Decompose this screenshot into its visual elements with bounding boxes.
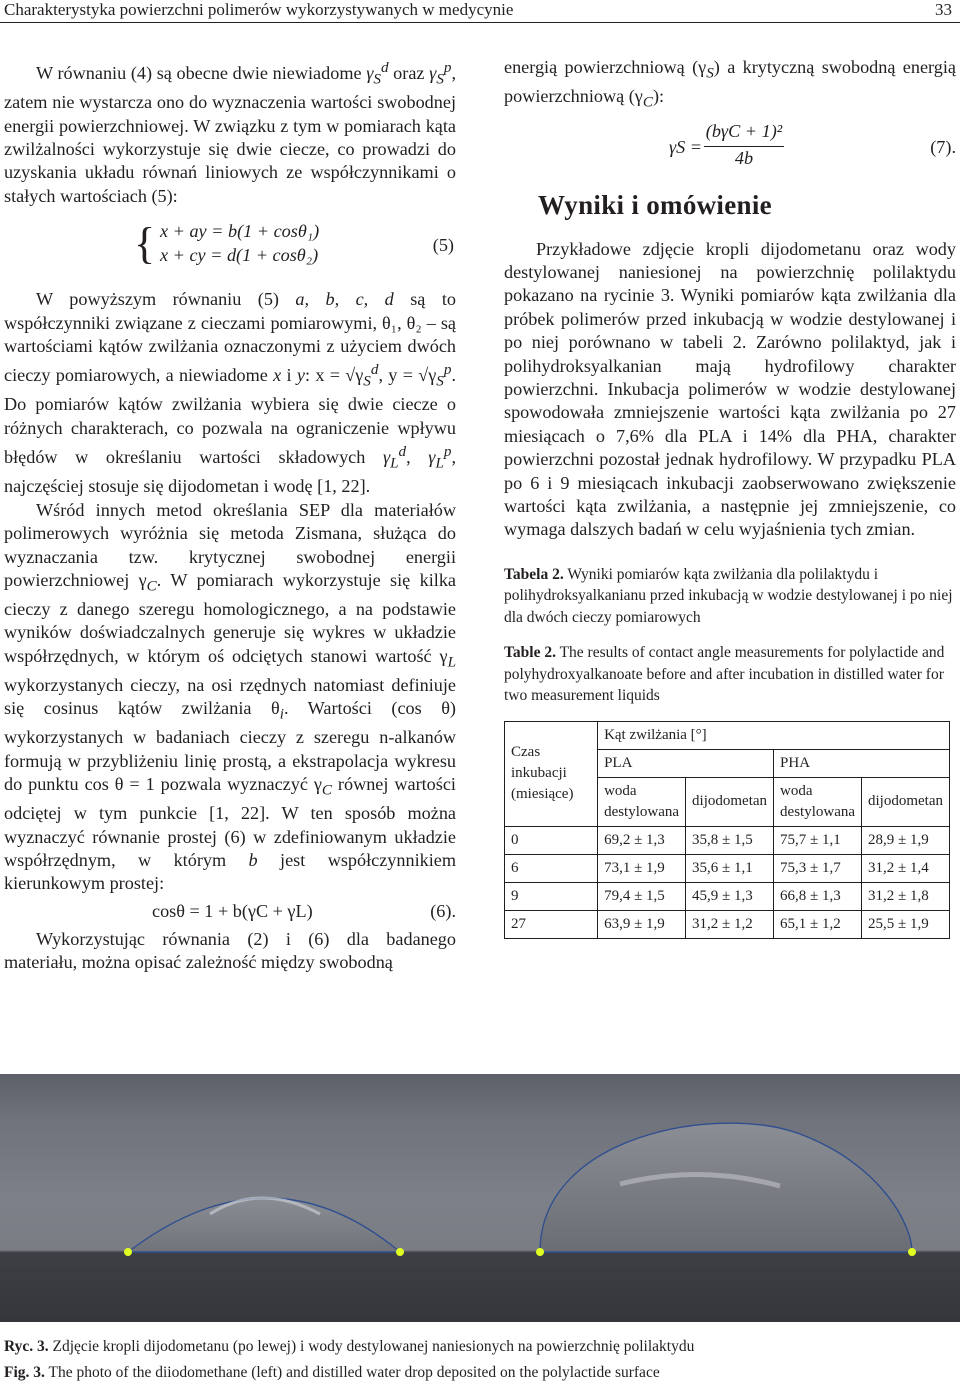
table-row: 27 63,9 ± 1,9 31,2 ± 1,2 65,1 ± 1,2 25,5 ± 1,9 [505, 910, 950, 938]
diiodo-header: dijodometan [686, 777, 774, 826]
equation-7-denominator: 4b [734, 147, 754, 168]
table-caption-en: Table 2. The results of contact angle measurements for polylactide and polyhydroxyalkanoate before and after incubation in distilled water for two measurement liquids [504, 644, 945, 705]
paragraph: Przykładowe zdjęcie kropli dijodometanu oraz wody destylowanej naniesionej na powierzchnię polilaktydu pokazano na rycinie 3. Wyniki pomiarów kąta zwilżania dla próbek polimerów przed inkubacją w wodzie destylowanej i po niej porównano w tabeli 2. Zarówno polilaktyd, jak i polihydroksyalkanian mają hydrofilowy charakter powierzchni. Inkubacja polimerów w wodzie destylowanej spowodowała zmniejszenie wartości kąta zwilżania po 27 miesiącach o 7,6% dla PLA i 14% dla PHA, charakter powierzchni pozostał jednak hydrofilowy. W przypadku PLA po 6 i 9 miesiącach inkubacji zaobserwowano zwiększenie wartości kąta zwilżania, a następnie jej zmniejszenie, co wymaga dalszych badań w celu wyjaśnienia tych zmian. [504, 238, 956, 540]
table-caption-pl: Tabela 2. Wyniki pomiarów kąta zwilżania dla polilaktydu i polihydroksyalkanianu przed inkubacją w wodzie destylowanej i po niej dla dwóch cieczy pomiarowych [504, 565, 953, 626]
results-table [504, 721, 950, 939]
running-header [0, 0, 960, 23]
contact-point-marker [536, 1248, 544, 1256]
equation-5-line-2: x + cy = d(1 + cosθ₂) [160, 245, 319, 266]
table-row: 0 69,2 ± 1,3 35,8 ± 1,5 75,7 ± 1,1 28,9 ± 1,9 [505, 826, 950, 854]
paragraph: Wykorzystując równania (2) i (6) dla badanego materiału, można opisać zależność między swobodną [4, 928, 456, 973]
time-header: Czas inkubacji (miesiące) [505, 721, 598, 826]
equation-6 [4, 896, 456, 928]
table-row: 9 79,4 ± 1,5 45,9 ± 1,3 66,8 ± 1,3 31,2 ± 1,8 [505, 882, 950, 910]
equation-7-fraction [704, 120, 784, 170]
equation-number: (6). [430, 900, 456, 921]
left-column [4, 56, 456, 975]
figure-caption-en: Fig. 3. The photo of the diiodomethane (left) and distilled water drop deposited on the polylactide surface [4, 1364, 660, 1381]
water-header: woda destylowana [598, 777, 686, 826]
pha-header: PHA [774, 749, 950, 777]
angle-header: Kąt zwilżania [°] [598, 721, 950, 749]
water-header: woda destylowana [774, 777, 862, 826]
figure-caption-pl: Ryc. 3. Zdjęcie kropli dijodometanu (po lewej) i wody destylowanej naniesionych na powierzchnię polilaktydu [4, 1338, 695, 1355]
equation-7-lhs: γS = [669, 137, 703, 158]
equation-7 [504, 120, 956, 176]
brace-symbol: { [134, 219, 156, 269]
equation-number: (7). [930, 137, 956, 158]
paragraph: W równaniu (4) są obecne dwie niewiadome $\gamma_S^d$ oraz $\gamma_S^p$, zatem nie wystarcza ono do wyznaczenia wartości swobodnej energii powierzchniowej. W związku z tym w pomiarach kąta zwilżalności wykorzystuje się dwie ciecze, co prowadzi do uzyskania układu równań liniowych ze współczynnikami o stałych wartościach (5): [4, 59, 457, 206]
equation-number: (5) [432, 235, 454, 256]
diiodomethane-drop [128, 1198, 400, 1252]
section-heading: Wyniki i omówienie [538, 190, 772, 221]
droplet-photo [0, 1074, 960, 1322]
water-drop [540, 1123, 912, 1252]
equation-5-line-1: x + ay = b(1 + cosθ₁) [160, 221, 320, 242]
diiodo-header: dijodometan [862, 777, 950, 826]
paragraph: Wśród innych metod określania SEP dla materiałów polimerowych wyróżnia się metoda Zismana, służąca do wyznaczania tzw. krytycznej swobodnej energii powierzchniowej $\gamma_C$. W pomiarach wykorzystuje się kilka cieczy z danego szeregu homologicznego, a na podstawie wyników doświadczalnych generuje się wykres w układzie współrzędnych, w którym oś odciętych stanowi wartość $\gamma_L$ wykorzystanych cieczy, na osi rzędnych natomiast definiuje się cosinus kątów zwilżania $\theta_i$. Wartości (cos θ) wykorzystanych w badaniach cieczy z szeregu n-alkanów formują w przybliżeniu linię prostą, a ekstrapolacja wykresu do punktu cos θ = 1 pozwala wyznaczyć $\gamma_C$ równej wartości odciętej w tym punkcie [1, 22]. W ten sposób można wyznaczyć równanie prostej (6) w zdefiniowanym układzie współrzędnym, w którym b jest współczynnikiem kierunkowym prostej: [4, 499, 456, 894]
equation-6-body: cosθ = 1 + b(γC + γL) [152, 900, 313, 921]
droplet-illustration [0, 1074, 960, 1322]
page-number: 33 [935, 0, 952, 19]
equation-7-numerator: (bγC + 1)² [704, 120, 784, 146]
contact-point-marker [908, 1248, 916, 1256]
contact-point-marker [124, 1248, 132, 1256]
equation-5 [4, 218, 456, 278]
contact-point-marker [396, 1248, 404, 1256]
right-column [504, 56, 956, 939]
pla-header: PLA [598, 749, 774, 777]
paragraph: energią powierzchniową $(\gamma_S)$ a krytyczną swobodną energią powierzchniową $(\gamma_C)$: [504, 57, 956, 111]
running-title: Charakterystyka powierzchni polimerów wykorzystywanych w medycynie [4, 0, 514, 19]
paragraph: W powyższym równaniu (5) a, b, c, d są to współczynniki związane z cieczami pomiarowymi, θ₁, θ₂ – są wartościami kątów zwilżania oznaczonymi z użyciem dwóch cieczy pomiarowych, a niewiadome x i y: $x = √\gamma_S^d$, $y = √\gamma_S^p$. Do pomiarów kątów zwilżania wybiera się dwie ciecze o różnych charakterach, co pozwala na ograniczenie wpływu błędów w określaniu wartości składowych $\gamma_L^d$, $\gamma_L^p$, najczęściej stosuje się dijodometan i wodę [1, 22]. [4, 289, 457, 497]
table-row: 6 73,1 ± 1,9 35,6 ± 1,1 75,3 ± 1,7 31,2 ± 1,4 [505, 854, 950, 882]
